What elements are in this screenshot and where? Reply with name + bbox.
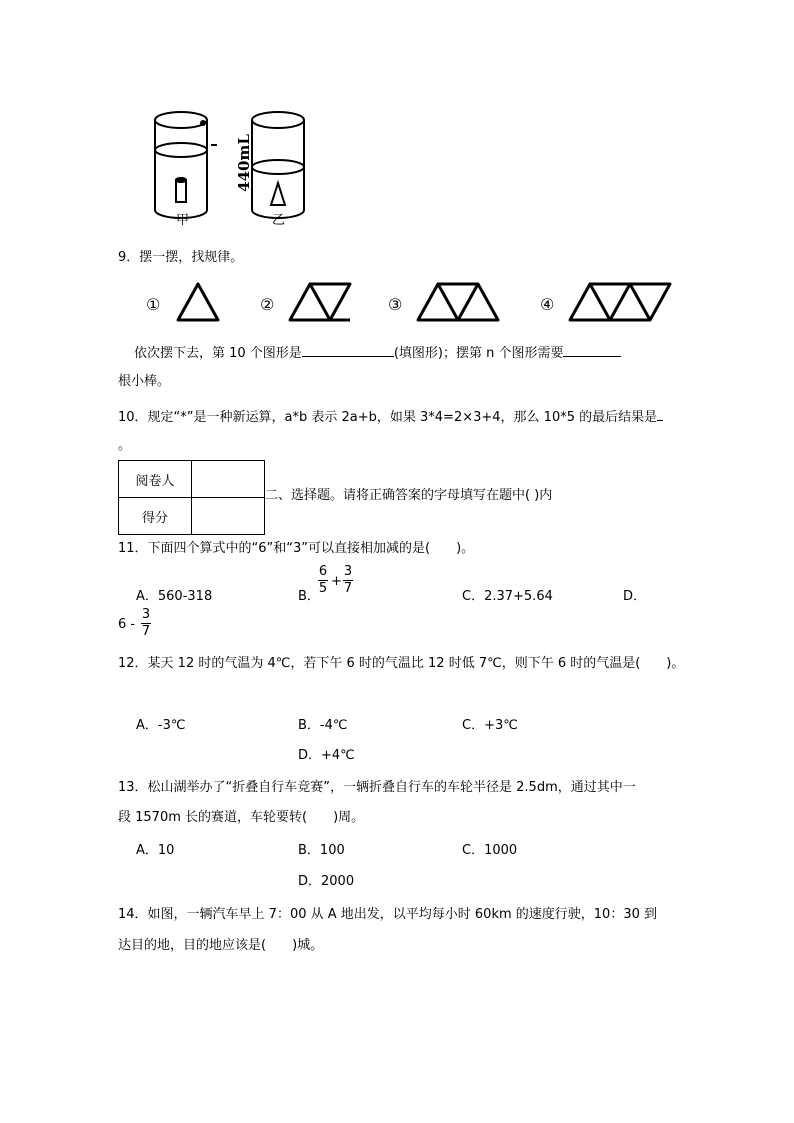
- q9-text-a: 依次摆下去，第 10 个图形是: [134, 346, 302, 361]
- cylinder-b-label: 乙: [272, 213, 286, 228]
- triangle-pattern-figure: [140, 278, 700, 328]
- q11-text: 11．下面四个算式中的“6”和“3”可以直接相加减的是( )。: [118, 541, 475, 556]
- reviewer-cell[interactable]: [192, 461, 265, 498]
- q13-line1: 13．松山湖举办了“折叠自行车竞赛”，一辆折叠自行车的车轮半径是 2.5dm，通过其中一: [118, 780, 636, 795]
- q9-text-b: (填图形)；摆第 n 个图形需要: [393, 346, 564, 361]
- q13-option-c: C．1000: [462, 843, 518, 858]
- answer-blank-sticks[interactable]: [563, 344, 621, 357]
- score-label: 得分: [119, 498, 192, 535]
- reviewer-label: 阅卷人: [119, 461, 192, 498]
- numerator: 6: [318, 564, 328, 579]
- q9-line2: 根小棒。: [118, 374, 171, 389]
- numerator: 3: [343, 564, 353, 579]
- q13-option-a: A．10: [136, 843, 175, 858]
- marker-1: ①: [146, 295, 161, 314]
- q11-option-d-label: D．: [623, 589, 647, 604]
- fraction-3-7: [343, 565, 353, 596]
- q12-option-a: A．-3℃: [136, 718, 186, 733]
- q13-line2: 段 1570m 长的赛道，车轮要转( )周。: [118, 810, 365, 825]
- q10-end: 。: [118, 438, 132, 453]
- volume-label: 440mL: [234, 134, 253, 192]
- q13-option-b: B．100: [298, 843, 345, 858]
- numerator: 3: [141, 607, 151, 622]
- q12-option-d: D．+4℃: [298, 748, 355, 763]
- q14-line1: 14．如图，一辆汽车早上 7：00 从 A 地出发，以平均每小时 60km 的速度行驶，10：30 到: [118, 907, 657, 922]
- score-cell[interactable]: [192, 498, 265, 535]
- plus-sign: +: [331, 574, 342, 589]
- grader-table: [118, 460, 265, 535]
- q11-option-a: A．560-318: [136, 589, 213, 604]
- denominator: 7: [343, 581, 353, 596]
- q9-title: 9．摆一摆，找规律。: [118, 250, 244, 265]
- denominator: 5: [318, 581, 328, 596]
- cylinder-a-label: 甲: [176, 213, 190, 228]
- marker-4: ④: [540, 295, 555, 314]
- marker-2: ②: [260, 295, 275, 314]
- q11-option-c: C．2.37+5.64: [462, 589, 553, 604]
- q12-option-c: C．+3℃: [462, 718, 518, 733]
- q12-option-b: B．-4℃: [298, 718, 348, 733]
- q14-line2: 达目的地，目的地应该是( )城。: [118, 938, 324, 953]
- cylinders-figure: [145, 105, 315, 235]
- q12-text: 12．某天 12 时的气温为 4℃，若下午 6 时的气温比 12 时低 7℃，则下午 6 时的气温是( )。: [118, 656, 685, 671]
- q9-line1: [134, 344, 621, 362]
- q11-option-b-label: B．: [298, 589, 320, 604]
- q11-option-d-whole: 6 -: [118, 617, 136, 632]
- q10-text: [118, 408, 663, 426]
- fraction-6-5: [318, 565, 328, 596]
- denominator: 7: [141, 624, 151, 639]
- q10-body: 10．规定“*”是一种新运算，a*b 表示 2a+b，如果 3*4=2×3+4，那么 10*5 的最后结果是: [118, 410, 658, 425]
- q13-option-d: D．2000: [298, 874, 355, 889]
- section-2-heading: 二、选择题。请将正确答案的字母填写在题中( )内: [265, 488, 553, 503]
- fraction-3-7-d: [141, 608, 151, 639]
- answer-blank-shape[interactable]: [302, 344, 394, 357]
- answer-blank-q10[interactable]: [657, 408, 663, 421]
- marker-3: ③: [388, 295, 403, 314]
